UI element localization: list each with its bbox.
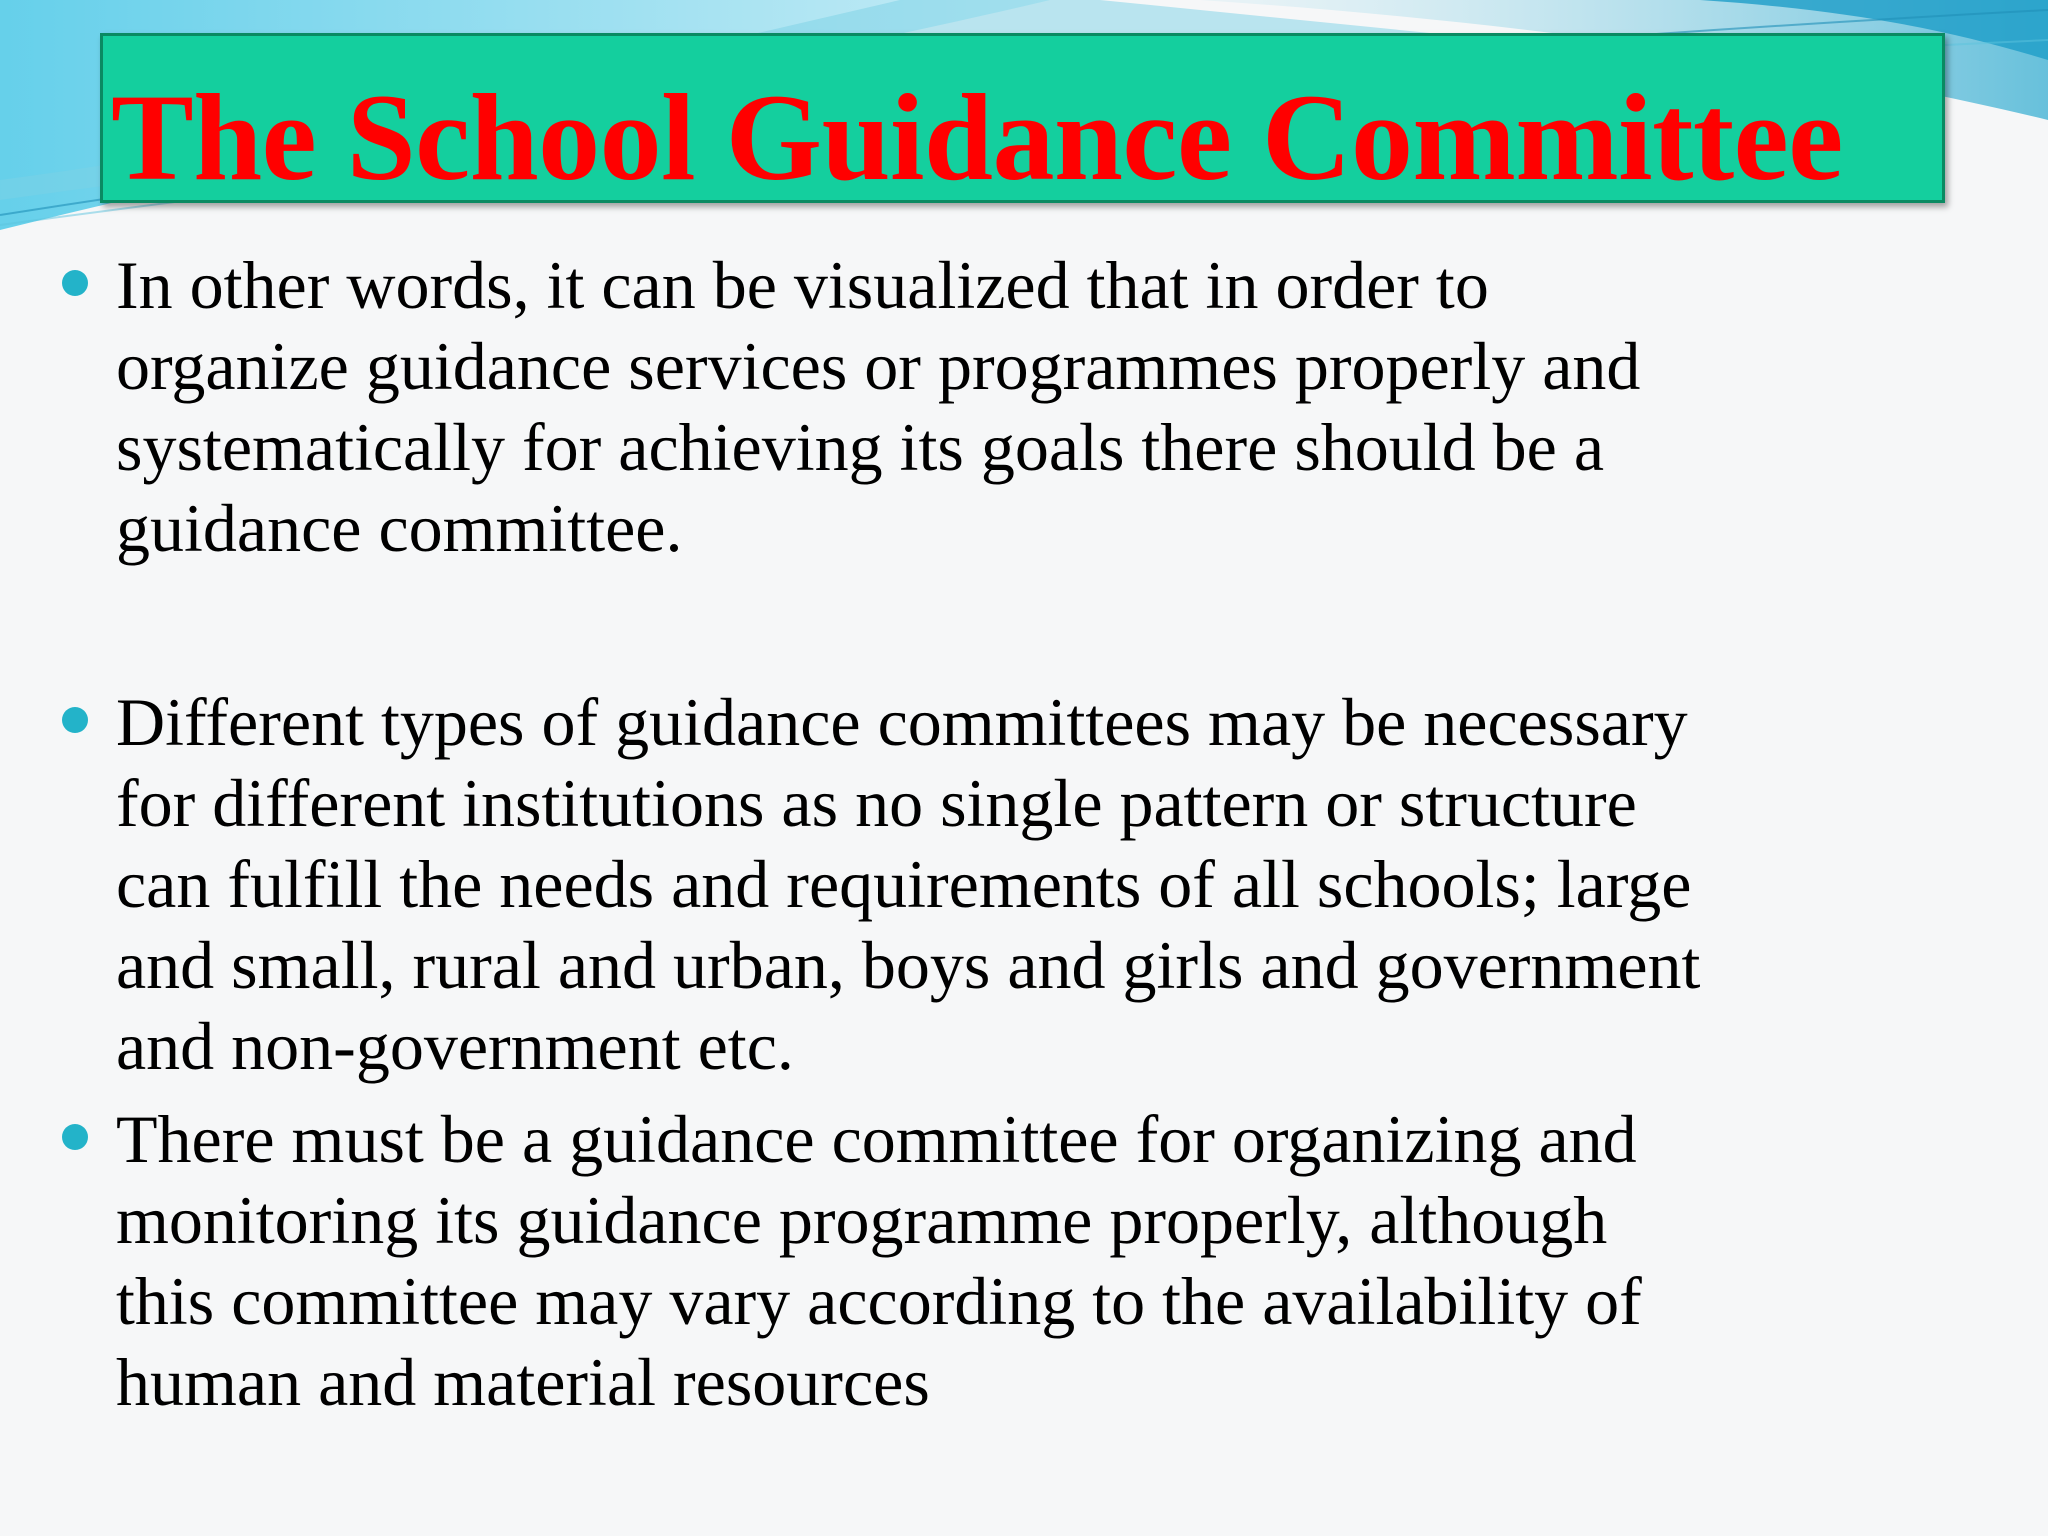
bullet-1-line-4: guidance committee. xyxy=(116,490,683,566)
bullet-2-line-3: can fulfill the needs and requirements of all schools; large xyxy=(116,846,1692,922)
bullet-marker-icon xyxy=(62,707,88,733)
bullet-2-line-5: and non-government etc. xyxy=(116,1008,794,1084)
bullet-marker-icon xyxy=(62,1124,88,1150)
bullet-3-line-4: human and material resources xyxy=(116,1344,930,1420)
bullet-3 xyxy=(116,1099,2016,1423)
bullet-3-line-1: There must be a guidance committee for organizing and xyxy=(116,1101,1637,1177)
title-banner xyxy=(100,33,1945,206)
bullet-2-line-4: and small, rural and urban, boys and girls and government xyxy=(116,927,1701,1003)
bullet-1-line-3: systematically for achieving its goals there should be a xyxy=(116,409,1605,485)
bullet-1-line-1: In other words, it can be visualized that in order to xyxy=(116,247,1489,323)
bullet-2 xyxy=(116,682,2016,1087)
bullet-2-line-1: Different types of guidance committees may be necessary xyxy=(116,684,1688,760)
bullet-3-line-2: monitoring its guidance programme properly, although xyxy=(116,1182,1608,1258)
bullet-3-line-3: this committee may vary according to the availability of xyxy=(116,1263,1642,1339)
bullet-2-line-2: for different institutions as no single pattern or structure xyxy=(116,765,1637,841)
bullet-1-line-2: organize guidance services or programmes properly and xyxy=(116,328,1641,404)
bullet-marker-icon xyxy=(62,270,88,296)
slide-title: The School Guidance Committee xyxy=(111,69,1843,206)
bullet-1 xyxy=(116,245,2016,569)
